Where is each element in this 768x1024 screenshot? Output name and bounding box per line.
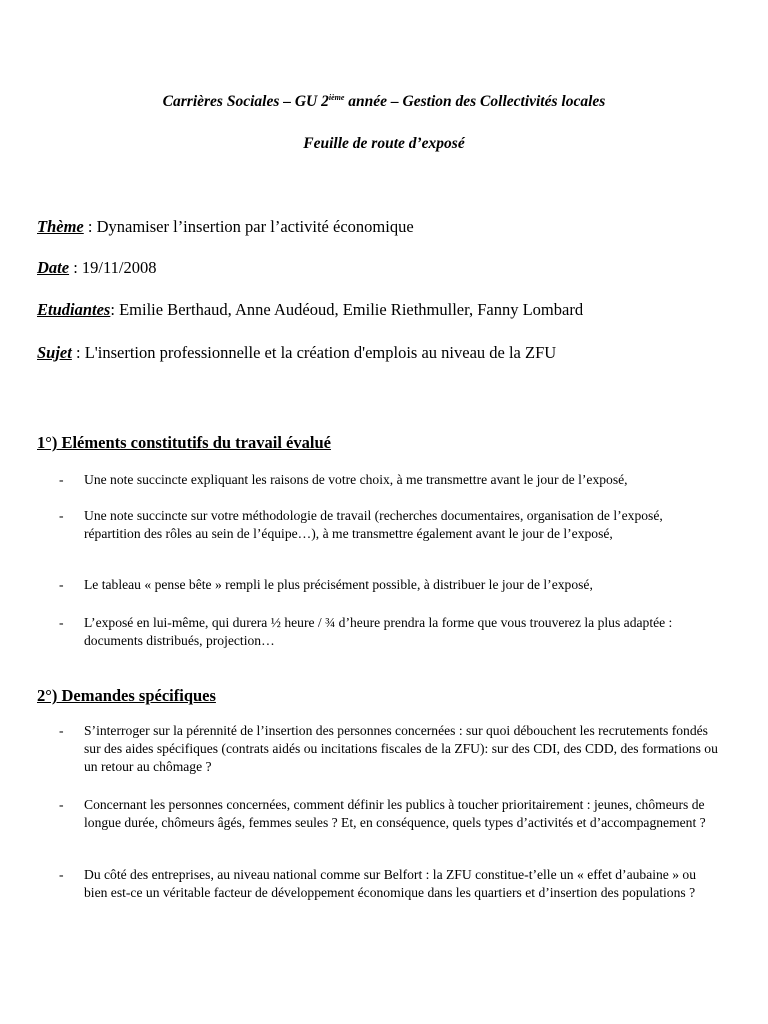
list-item-text: Le tableau « pense bête » rempli le plus précisément possible, à distribuer le jour de l’exposé, <box>84 577 593 592</box>
field-theme <box>37 217 414 237</box>
field-theme-value: : Dynamiser l’insertion par l’activité économique <box>83 217 414 236</box>
field-date-label: Date <box>37 258 70 277</box>
bullet-dash: - <box>59 577 64 592</box>
list-item <box>59 866 719 902</box>
field-etudiantes-label: Etudiantes <box>37 300 111 319</box>
list-item-text: Concernant les personnes concernées, comment définir les publics à toucher prioritairement : jeunes, chômeurs de longue durée, chômeurs âgés, femmes seules ? Et, en conséquence, quels types d’activités et d’accompagnement ? <box>84 797 706 830</box>
title-text-end: année – Gestion des Collectivités locales <box>344 93 606 110</box>
field-sujet-label: Sujet <box>37 343 72 362</box>
field-date-value: : 19/11/2008 <box>69 258 157 277</box>
list-item-text: Une note succincte sur votre méthodologie de travail (recherches documentaires, organisation de l’exposé, répartition des rôles au sein de l’équipe…), à me transmettre également avant le jour de l’exposé, <box>84 508 663 541</box>
field-sujet-value: : L'insertion professionnelle et la création d'emplois au niveau de la ZFU <box>71 343 557 362</box>
bullet-dash: - <box>59 797 64 812</box>
list-item-text: Du côté des entreprises, au niveau national comme sur Belfort : la ZFU constitue-t’elle un « effet d’aubaine » ou bien est-ce un véritable facteur de développement économique dans les quartiers et d’insertion des populations ? <box>84 867 697 900</box>
bullet-dash: - <box>59 472 64 487</box>
list-item <box>59 471 719 489</box>
list-item <box>59 507 719 543</box>
list-item-text: Une note succincte expliquant les raisons de votre choix, à me transmettre avant le jour de l’exposé, <box>84 472 628 487</box>
list-item <box>59 614 719 650</box>
bullet-dash: - <box>59 615 64 630</box>
field-sujet <box>37 343 556 363</box>
list-item-text: S’interroger sur la pérennité de l’insertion des personnes concernées : sur quoi débouchent les recrutements fondés sur des aides spécifiques (contrats aidés ou incitations fiscales de la ZFU): sur des CDI, des CDD, des formations ou un retour au chômage ? <box>84 723 718 774</box>
list-item <box>59 796 719 832</box>
field-etudiantes <box>37 300 583 320</box>
bullet-dash: - <box>59 508 64 523</box>
list-item-text: L’exposé en lui-même, qui durera ½ heure / ¾ d’heure prendra la forme que vous trouverez la plus adaptée : documents distribués, projection… <box>84 615 673 648</box>
document-subtitle: Feuille de route d’exposé <box>303 135 465 152</box>
document-title <box>0 93 768 111</box>
field-theme-label: Thème <box>37 217 84 236</box>
list-item <box>59 722 719 776</box>
title-text-start: Carrières Sociales – GU 2 <box>162 93 329 110</box>
section1-heading: 1°) Eléments constitutifs du travail évalué <box>37 433 331 452</box>
section2-heading: 2°) Demandes spécifiques <box>37 686 216 705</box>
list-item <box>59 576 719 594</box>
bullet-dash: - <box>59 723 64 738</box>
bullet-dash: - <box>59 867 64 882</box>
field-etudiantes-value: : Emilie Berthaud, Anne Audéoud, Emilie Riethmuller, Fanny Lombard <box>110 300 584 319</box>
title-superscript: ième <box>328 93 345 102</box>
field-date <box>37 258 156 278</box>
